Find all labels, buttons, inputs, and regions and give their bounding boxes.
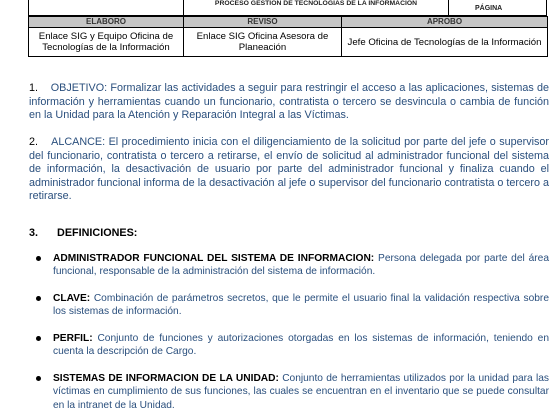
section-alcance [29, 136, 549, 204]
definition-text [53, 252, 549, 279]
signatures-table [28, 16, 548, 57]
definition-term: ADMINISTRADOR FUNCIONAL DEL SISTEMA DE INFORMACION: [53, 253, 375, 264]
section-label: DEFINICIONES: [57, 227, 138, 239]
section-label: OBJETIVO: [50, 82, 108, 94]
bullet-icon [36, 296, 41, 301]
definition-text [53, 372, 549, 412]
elaboro-value: Enlace SIG y Equipo Oficina de Tecnologías de la Información [29, 28, 184, 57]
process-title: PROCESO GESTION DE TECNOLOGIAS DE LA INFORMACION [184, 0, 449, 15]
signatures-header-row [29, 17, 548, 28]
definition-text [53, 292, 549, 319]
definition-term: SISTEMAS DE INFORMACION DE LA UNIDAD: [53, 373, 279, 384]
signatures-value-row [29, 28, 548, 57]
page-label: PÁGINA [475, 5, 503, 12]
definition-description: Persona delegada por parte del área funcional, responsable de la administración del sistema de información. [53, 253, 550, 278]
definition-description: Combinación de parámetros secretos, que le permite el usuario final la validación respectiva sobre los sistemas de información. [53, 293, 549, 318]
bullet-icon [36, 336, 41, 341]
document-header [28, 0, 547, 16]
section-text: Formalizar las actividades a seguir para restringir el acceso a las aplicaciones, sistemas de información y herramientas cuando un funcionario, contratista o tercero se desvincula o cambia de función en la Unidad para la Atención y Reparación Integral a las Víctimas. [29, 82, 549, 122]
aprobo-heading: APROBO [342, 17, 548, 28]
reviso-heading: REVISO [184, 17, 342, 28]
reviso-value: Enlace SIG Oficina Asesora de Planeación [184, 28, 342, 57]
definition-term: PERFIL: [53, 333, 93, 344]
section-definiciones-heading [29, 227, 137, 239]
bullet-icon [36, 376, 41, 381]
aprobo-value: Jefe Oficina de Tecnologías de la Información [342, 28, 548, 57]
logo-cell [29, 0, 184, 15]
section-number: 2. [29, 136, 39, 148]
definition-text [53, 332, 549, 359]
section-number: 3. [29, 227, 39, 239]
definition-term: CLAVE: [53, 293, 91, 304]
bullet-icon [36, 256, 41, 261]
definition-description: Conjunto de funciones y autorizaciones otorgadas en los sistemas de información, teniendo en cuenta la descripción de Cargo. [53, 333, 549, 358]
definition-description: Conjunto de herramientas utilizados por la unidad para las víctimas en cumplimiento de sus funciones, las cuales se encuentran en el inventario que se puede consultar en la intranet de la Unidad. [53, 373, 549, 411]
section-label: ALCANCE: [51, 136, 106, 148]
section-objetivo [29, 82, 549, 123]
elaboro-heading: ELABORO [29, 17, 184, 28]
section-text: El procedimiento inicia con el diligenciamiento de la solicitud por parte del jefe o supervisor del funcionario, contratista o tercero a retirarse, el envío de solicitud al administrador funcional del sistema de información, la desactivación de usuario por parte del administrador funcional y finaliza cuando el administrador funcional informa de la desactivación al jefe o supervisor del funcionario contratista o tercero a retirarse. [29, 136, 550, 203]
section-number: 1. [29, 82, 39, 94]
